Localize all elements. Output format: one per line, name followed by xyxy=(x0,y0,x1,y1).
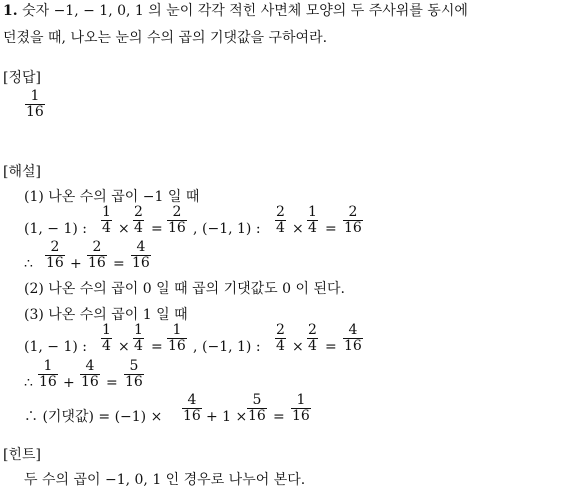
denominator: 16 xyxy=(81,374,99,390)
solution-label: [해설] xyxy=(3,164,41,180)
case1-b-frac1 xyxy=(275,205,286,236)
case1-sum-result xyxy=(131,240,151,271)
numerator: 1 xyxy=(308,204,317,220)
denominator: 16 xyxy=(292,408,310,424)
case1-title: (1) 나온 수의 곱이 −1 일 때 xyxy=(24,189,200,205)
problem-number: 1. xyxy=(3,3,18,19)
final-mid: + 1 × xyxy=(206,409,248,425)
denominator: 4 xyxy=(276,220,285,236)
numerator: 2 xyxy=(348,204,358,220)
final-frac2 xyxy=(247,393,267,424)
numerator: 1 xyxy=(172,322,182,338)
numerator: 2 xyxy=(134,204,143,220)
denominator: 4 xyxy=(134,338,143,354)
answer-fraction xyxy=(25,89,45,120)
equals-sign: = xyxy=(325,339,337,355)
numerator: 1 xyxy=(102,204,111,220)
problem-line-1 xyxy=(3,2,468,20)
equals-sign: = xyxy=(325,221,337,237)
equals-sign: = xyxy=(151,339,163,355)
case3-b-frac1 xyxy=(275,323,286,354)
equals-sign: = xyxy=(151,221,163,237)
case1-pair-b: (−1, 1) : xyxy=(202,221,261,237)
case3-b-frac2 xyxy=(307,323,318,354)
case2-title: (2) 나온 수의 곱이 0 일 때 곱의 기댓값도 0 이 된다. xyxy=(24,281,345,297)
comma: , xyxy=(193,221,198,237)
numerator: 4 xyxy=(136,239,146,255)
case3-pair-b: (−1, 1) : xyxy=(202,339,261,355)
times-sign: × xyxy=(292,221,304,237)
numerator: 2 xyxy=(276,322,285,338)
numerator: 4 xyxy=(187,392,197,408)
denominator: 4 xyxy=(308,338,317,354)
numerator: 2 xyxy=(172,204,182,220)
numerator: 2 xyxy=(276,204,285,220)
times-sign: × xyxy=(118,221,130,237)
equals-sign: = xyxy=(273,409,285,425)
case3-pair-a: (1, − 1) : xyxy=(24,339,87,355)
hint-label: [힌트] xyxy=(3,447,41,463)
case3-sum-frac1 xyxy=(38,359,58,390)
case1-sum-frac1 xyxy=(45,240,65,271)
case3-b-result xyxy=(343,323,363,354)
numerator: 1 xyxy=(102,322,111,338)
problem-text-1: 숫자 −1, − 1, 0, 1 의 눈이 각각 적힌 사면체 모양의 두 주사위를 동시에 xyxy=(22,3,468,19)
denominator: 4 xyxy=(134,220,143,236)
case1-sum-frac2 xyxy=(87,240,107,271)
numerator: 5 xyxy=(129,358,139,374)
problem-text-2: 던졌을 때, 나오는 눈의 수의 곱의 기댓값을 구하여라. xyxy=(3,30,328,46)
final-result xyxy=(291,393,311,424)
denominator: 16 xyxy=(344,338,362,354)
plus-sign: + xyxy=(70,256,82,272)
plus-sign: + xyxy=(63,375,75,391)
case3-a-result xyxy=(167,323,187,354)
case3-sum-result xyxy=(124,359,144,390)
numerator: 4 xyxy=(85,358,95,374)
denominator: 4 xyxy=(102,338,111,354)
case1-b-frac2 xyxy=(307,205,318,236)
answer-numerator: 1 xyxy=(30,88,40,104)
case1-a-result xyxy=(167,205,187,236)
denominator: 16 xyxy=(132,255,150,271)
numerator: 5 xyxy=(252,392,262,408)
case3-sum-frac2 xyxy=(80,359,100,390)
numerator: 1 xyxy=(134,322,143,338)
comma: , xyxy=(193,339,198,355)
case1-a-frac1 xyxy=(101,205,112,236)
denominator: 16 xyxy=(88,255,106,271)
therefore-sign: ∴ xyxy=(24,256,33,272)
times-sign: × xyxy=(118,339,130,355)
case3-a-frac2 xyxy=(133,323,144,354)
case1-pair-a: (1, − 1) : xyxy=(24,221,87,237)
denominator: 16 xyxy=(125,374,143,390)
equals-sign: = xyxy=(106,375,118,391)
answer-label: [정답] xyxy=(3,70,41,86)
case1-b-result xyxy=(343,205,363,236)
numerator: 2 xyxy=(92,239,102,255)
denominator: 16 xyxy=(168,220,186,236)
denominator: 4 xyxy=(308,220,317,236)
denominator: 16 xyxy=(39,374,57,390)
denominator: 16 xyxy=(248,408,266,424)
equals-sign: = xyxy=(113,256,125,272)
times-sign: × xyxy=(292,339,304,355)
denominator: 16 xyxy=(183,408,201,424)
denominator: 16 xyxy=(168,338,186,354)
denominator: 4 xyxy=(102,220,111,236)
numerator: 2 xyxy=(50,239,60,255)
final-frac1 xyxy=(182,393,202,424)
denominator: 16 xyxy=(46,255,64,271)
numerator: 2 xyxy=(308,322,317,338)
hint-text: 두 수의 곱이 −1, 0, 1 인 경우로 나누어 본다. xyxy=(24,472,306,488)
final-prefix: ∴ (기댓값) = (−1) × xyxy=(24,409,163,425)
answer-denominator: 16 xyxy=(26,104,44,120)
numerator: 1 xyxy=(296,392,306,408)
therefore-sign: ∴ xyxy=(24,375,33,391)
numerator: 1 xyxy=(43,358,53,374)
case1-a-frac2 xyxy=(133,205,144,236)
numerator: 4 xyxy=(348,322,358,338)
denominator: 16 xyxy=(344,220,362,236)
problem-line-2 xyxy=(3,29,327,47)
case3-a-frac1 xyxy=(101,323,112,354)
denominator: 4 xyxy=(276,338,285,354)
case3-title: (3) 나온 수의 곱이 1 일 때 xyxy=(24,307,188,323)
